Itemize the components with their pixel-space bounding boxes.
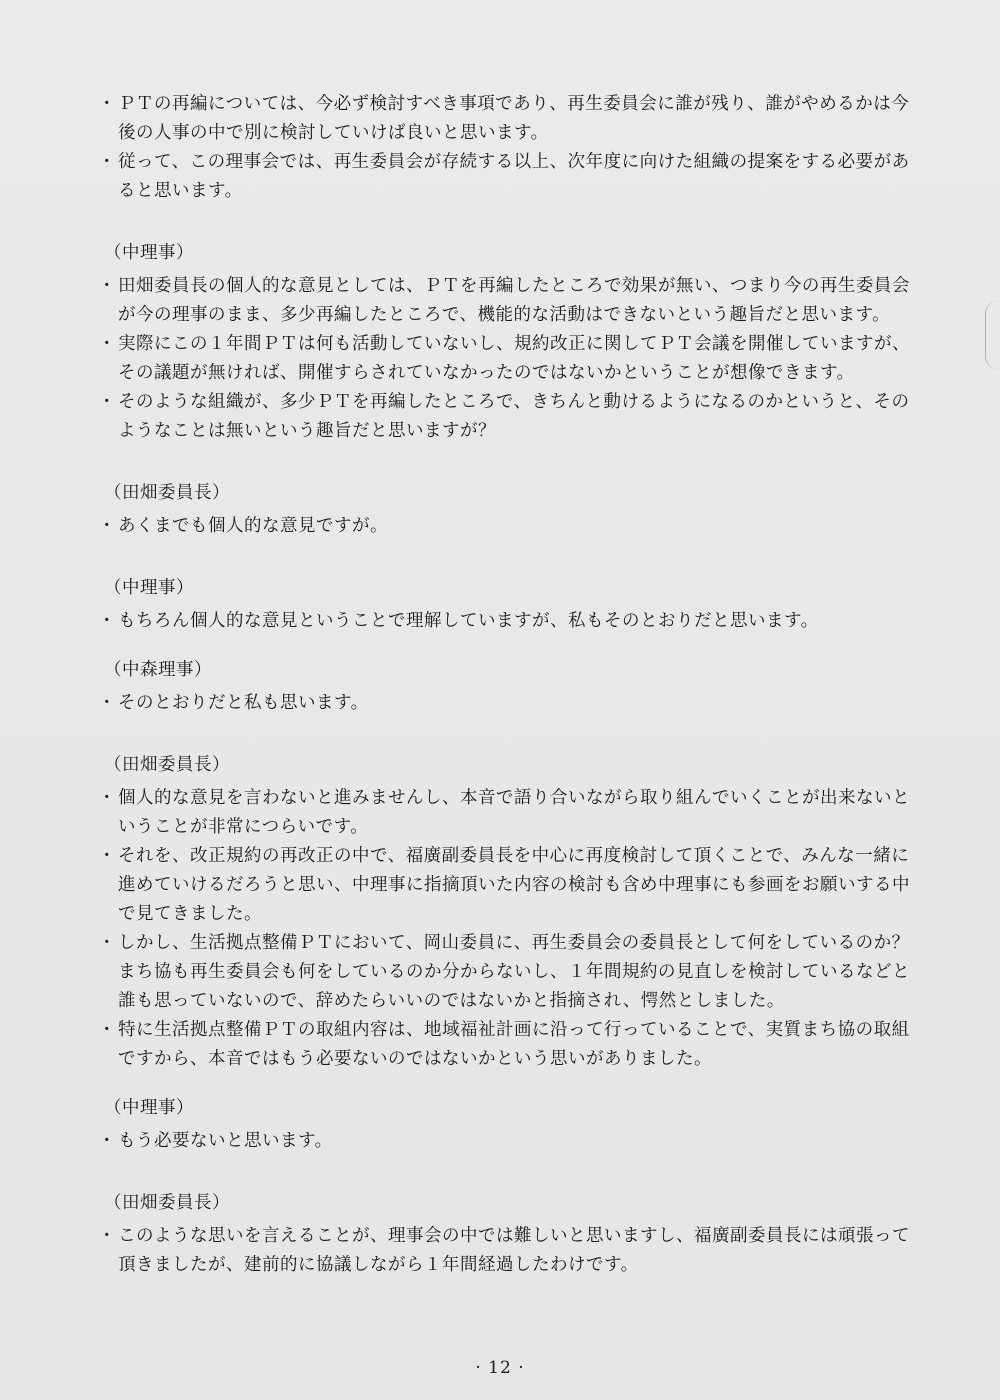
bullet-text: もう必要ないと思います。 <box>118 1131 333 1151</box>
bullet-paragraph <box>98 330 923 388</box>
bullet-paragraph <box>98 388 923 446</box>
spacer <box>98 541 923 574</box>
bullet-text: 従って、この理事会では、再生委員会が存続する以上、次年度に向けた組織の提案をする必要があると思います。 <box>118 152 910 201</box>
bullet-paragraph <box>98 512 923 541</box>
bullet-text: しかし、生活拠点整備ＰＴにおいて、岡山委員に、再生委員会の委員長として何をしているのか？まち協も再生委員会も何をしているのか分からないし、１年間規約の見直しを検討しているなどと誰も思っていないので、辞めたらいいのではないかと指摘され、愕然としました。 <box>118 933 910 1011</box>
bullet-text: ＰＴの再編については、今必ず検討すべき事項であり、再生委員会に誰が残り、誰がやめるかは今後の人事の中で別に検討していけば良いと思います。 <box>118 94 910 143</box>
bullet-paragraph <box>98 929 923 1016</box>
bullet-marker-icon: ・ <box>98 152 116 172</box>
bullet-paragraph <box>98 784 923 842</box>
speaker-label: （田畑委員長） <box>104 1193 230 1213</box>
bullet-paragraph <box>98 1222 923 1280</box>
bullet-text: もちろん個人的な意見ということで理解していますが、私もそのとおりだと思います。 <box>118 611 819 631</box>
speaker-label: （田畑委員長） <box>104 755 230 775</box>
speaker-label: （中森理事） <box>104 660 212 680</box>
spacer <box>98 718 923 751</box>
bullet-marker-icon: ・ <box>98 933 116 953</box>
bullet-text: そのとおりだと私も思います。 <box>118 693 369 713</box>
speaker-label: （田畑委員長） <box>104 483 230 503</box>
bullet-paragraph <box>98 272 923 330</box>
spacer <box>98 636 923 656</box>
bullet-marker-icon: ・ <box>98 1020 116 1040</box>
bullet-marker-icon: ・ <box>98 693 116 713</box>
bullet-marker-icon: ・ <box>98 334 116 354</box>
bullet-paragraph <box>98 148 923 206</box>
bullet-marker-icon: ・ <box>98 276 116 296</box>
bullet-text: 実際にこの１年間ＰＴは何も活動していないし、規約改正に関してＰＴ会議を開催していますが、その議題が無ければ、開催すらされていなかったのではないかということが想像できます。 <box>118 334 910 383</box>
paper-edge-mark <box>985 300 1000 370</box>
bullet-marker-icon: ・ <box>98 788 116 808</box>
bullet-paragraph <box>98 689 923 718</box>
bullet-text: あくまでも個人的な意見ですが。 <box>118 516 388 536</box>
bullet-paragraph <box>98 607 923 636</box>
bullet-text: このような思いを言えることが、理事会の中では難しいと思いますし、福廣副委員長には頑張って頂きましたが、建前的に協議しながら１年間経過したわけです。 <box>118 1226 910 1275</box>
spacer <box>98 1074 923 1094</box>
speaker-label: （中理事） <box>104 243 194 263</box>
bullet-marker-icon: ・ <box>98 1131 116 1151</box>
speaker-label: （中理事） <box>104 1098 194 1118</box>
bullet-marker-icon: ・ <box>98 1226 116 1246</box>
speaker-label: （中理事） <box>104 578 194 598</box>
spacer <box>98 206 923 239</box>
bullet-paragraph <box>98 1016 923 1074</box>
bullet-marker-icon: ・ <box>98 516 116 536</box>
bullet-text: 特に生活拠点整備ＰＴの取組内容は、地域福祉計画に沿って行っていることで、実質まち協の取組ですから、本音ではもう必要ないのではないかという思いがありました。 <box>118 1020 910 1069</box>
bullet-text: それを、改正規約の再改正の中で、福廣副委員長を中心に再度検討して頂くことで、みんな一緒に進めていけるだろうと思い、中理事に指摘頂いた内容の検討も含め中理事にも参画をお願いする中で見てきました。 <box>118 846 910 924</box>
bullet-paragraph <box>98 90 923 148</box>
bullet-text: 田畑委員長の個人的な意見としては、ＰＴを再編したところで効果が無い、つまり今の再生委員会が今の理事のまま、多少再編したところで、機能的な活動はできないという趣旨だと思います。 <box>118 276 910 325</box>
bullet-paragraph <box>98 1127 923 1156</box>
bullet-marker-icon: ・ <box>98 846 116 866</box>
spacer <box>98 1156 923 1189</box>
bullet-text: 個人的な意見を言わないと進みませんし、本音で語り合いながら取り組んでいくことが出来ないということが非常につらいです。 <box>118 788 910 837</box>
page-number: · 12 · <box>475 1358 525 1378</box>
bullet-marker-icon: ・ <box>98 611 116 631</box>
bullet-marker-icon: ・ <box>98 392 116 412</box>
bullet-text: そのような組織が、多少ＰＴを再編したところで、きちんと動けるようになるのかというと、そのようなことは無いという趣旨だと思いますが？ <box>118 392 910 441</box>
bullet-paragraph <box>98 842 923 929</box>
minutes-body <box>98 90 923 1280</box>
spacer <box>98 446 923 479</box>
bullet-marker-icon: ・ <box>98 94 116 114</box>
